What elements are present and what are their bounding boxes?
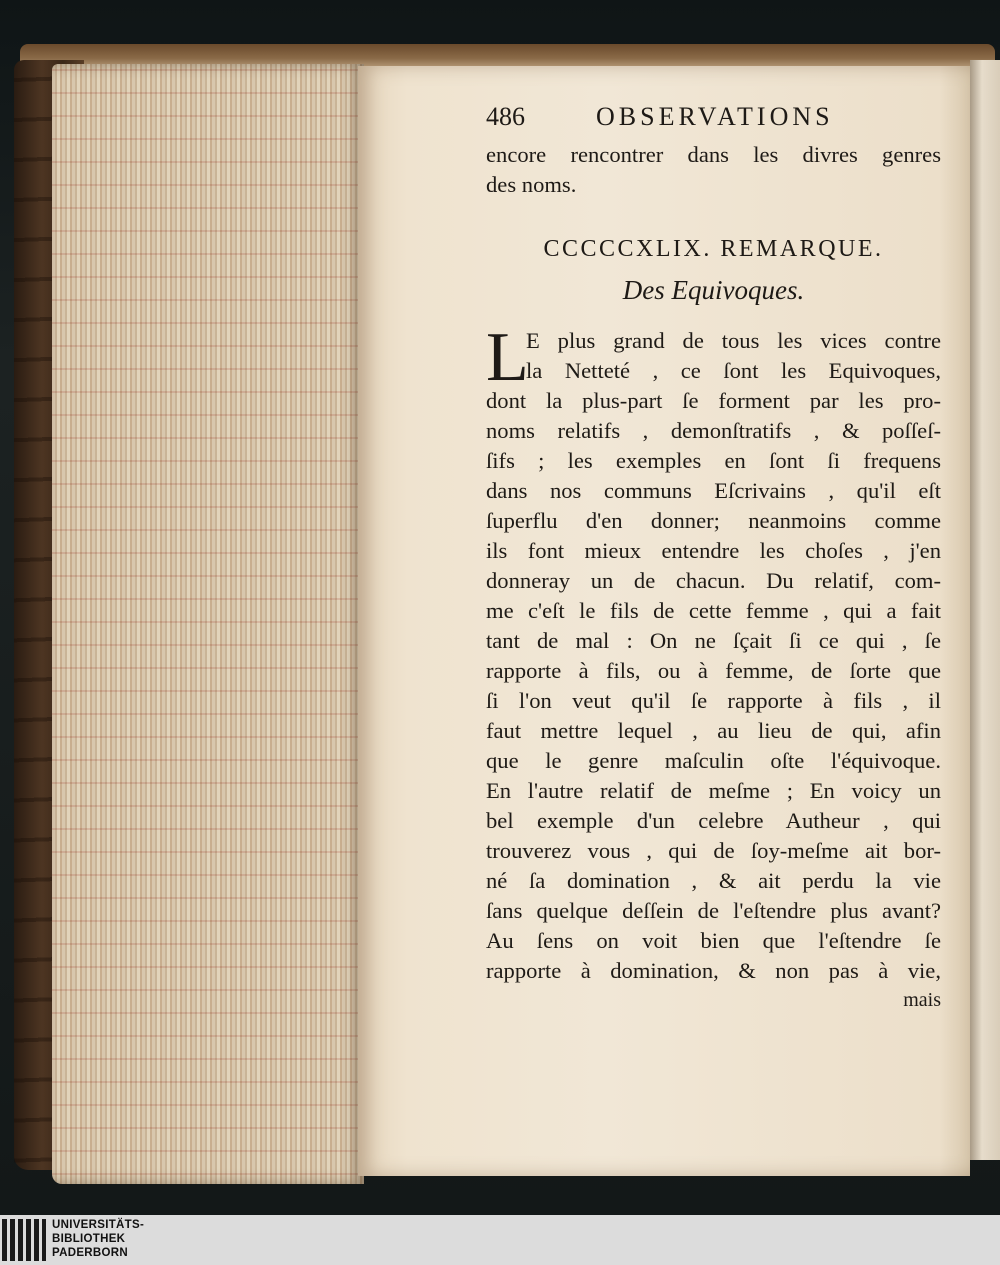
text-line: donneray un de chacun. Du relatif, com- xyxy=(486,568,941,593)
paragraph xyxy=(486,319,941,986)
section-subtitle: Des Equivoques. xyxy=(622,275,805,305)
text-line: tant de mal : On ne ſçait ſi ce qui , ſe xyxy=(486,628,941,653)
library-logo-icon xyxy=(2,1219,46,1261)
drop-cap: L xyxy=(486,319,529,396)
page-text xyxy=(486,100,941,1014)
text-line: rapporte à domination, & non pas à vie, xyxy=(486,958,941,983)
page-block-edges xyxy=(52,64,364,1184)
remark-heading: CCCCCXLIX. REMARQUE. xyxy=(543,236,884,262)
text-line: faut mettre lequel , au lieu de qui, afin xyxy=(486,718,941,743)
text-line: ſifs ; les exemples en ſont ſi frequens xyxy=(486,448,941,473)
text-line: bel exemple d'un celebre Autheur , qui xyxy=(486,808,941,833)
text-line: noms relatifs , demonſtratifs , & poſſeſ- xyxy=(486,418,941,443)
text-line: ils font mieux entendre les choſes , j'en xyxy=(486,538,941,563)
text-line: ſans quelque deſſein de l'eſtendre plus avant? xyxy=(486,898,941,923)
text-line: me c'eſt le fils de cette femme , qui a fait xyxy=(486,598,941,623)
text-line: des noms. xyxy=(486,172,577,197)
text-line: ſuperflu d'en donner; neanmoins comme xyxy=(486,508,941,533)
bleed-through xyxy=(478,216,484,242)
right-page-edge xyxy=(970,60,1000,1160)
library-footer xyxy=(0,1215,1000,1265)
text-line: que le genre maſculin oſte l'équivoque. xyxy=(486,748,941,773)
logo-line: BIBLIOTHEK xyxy=(52,1233,126,1245)
text-line: Au ſens on voit bien que l'eſtendre ſe xyxy=(486,928,941,953)
running-title: OBSERVATIONS xyxy=(596,102,834,131)
library-logo-text xyxy=(52,1218,144,1260)
text-line: trouverez vous , qui de ſoy-meſme ait bor- xyxy=(486,838,941,863)
logo-line: PADERBORN xyxy=(52,1247,128,1259)
text-line: En l'autre relatif de meſme ; En voicy un xyxy=(486,778,941,803)
page-number: 486 xyxy=(486,102,525,131)
logo-line: UNIVERSITÄTS- xyxy=(52,1219,145,1231)
text-line: ſi l'on veut qu'il ſe rapporte à fils , il xyxy=(486,688,941,713)
text-line: rapporte à fils, ou à femme, de ſorte que xyxy=(486,658,941,683)
text-line: né ſa domination , & ait perdu la vie xyxy=(486,868,941,893)
text-line: dont la plus-part ſe forment par les pro- xyxy=(486,388,941,413)
text-line: encore rencontrer dans les divres genres xyxy=(486,142,941,167)
text-line: la Netteté , ce ſont les Equivoques, xyxy=(526,358,941,383)
text-line: E plus grand de tous les vices contre xyxy=(526,328,941,353)
catchword: mais xyxy=(903,989,941,1011)
book-page xyxy=(358,66,970,1176)
running-head xyxy=(486,100,941,140)
text-line: dans nos communs Eſcrivains , qu'il eſt xyxy=(486,478,941,503)
